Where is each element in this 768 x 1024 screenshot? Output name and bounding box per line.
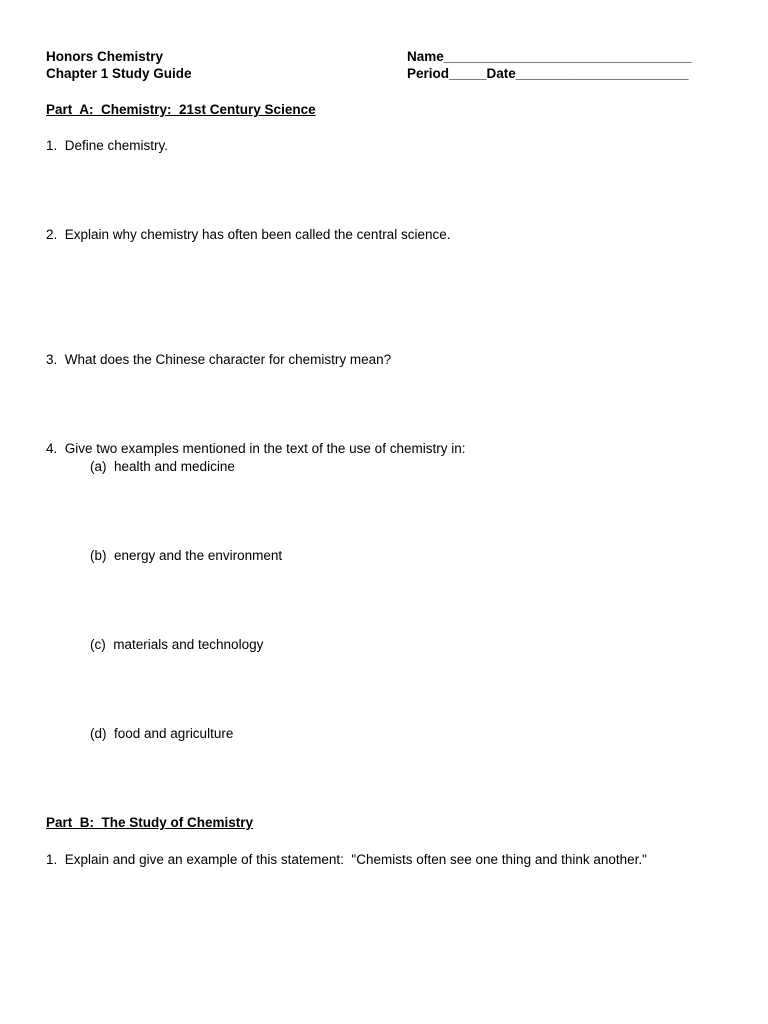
part-a-heading: Part A: Chemistry: 21st Century Science (46, 102, 316, 117)
period-date-field-line: Period_____Date_______________________ (407, 66, 689, 81)
study-guide-title: Chapter 1 Study Guide (46, 66, 192, 81)
part-a-question-3: 3. What does the Chinese character for chemistry mean? (46, 352, 392, 367)
part-a-question-4d: (d) food and agriculture (90, 726, 234, 741)
part-a-question-4: 4. Give two examples mentioned in the text of the use of chemistry in: (46, 441, 466, 456)
course-title: Honors Chemistry (46, 49, 164, 64)
part-a-question-4b: (b) energy and the environment (90, 548, 283, 563)
name-field-line: Name_________________________________ (407, 49, 692, 64)
part-a-question-1: 1. Define chemistry. (46, 138, 169, 153)
part-a-question-2: 2. Explain why chemistry has often been called the central science. (46, 227, 451, 242)
part-b-heading: Part B: The Study of Chemistry (46, 815, 254, 830)
part-b-question-1: 1. Explain and give an example of this statement: "Chemists often see one thing and think another." (46, 852, 647, 867)
part-a-question-4a: (a) health and medicine (90, 459, 235, 474)
part-a-question-4c: (c) materials and technology (90, 637, 264, 652)
